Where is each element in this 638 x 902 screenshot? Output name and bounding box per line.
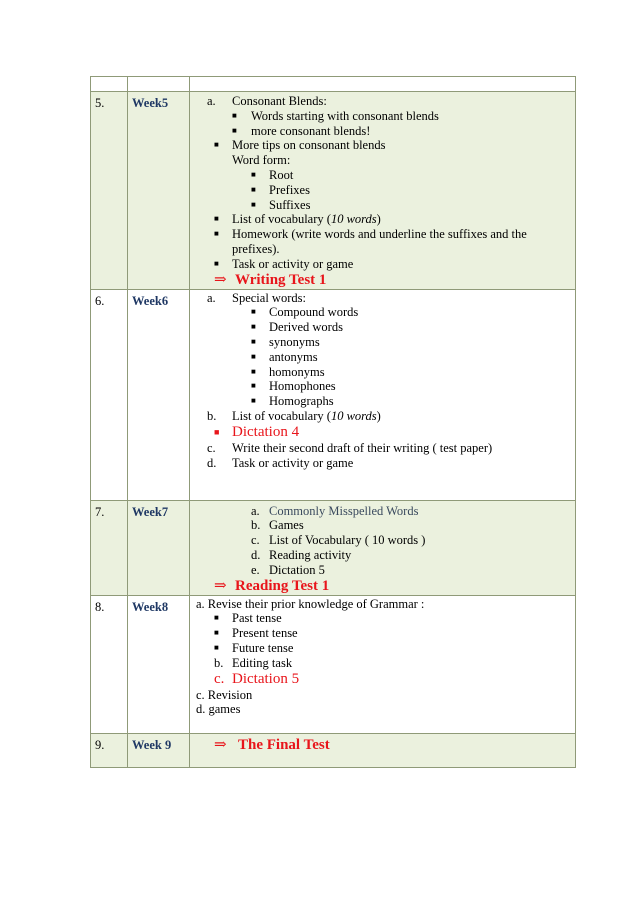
list-item: Reading activity	[269, 547, 352, 562]
square-bullet-icon: ■	[214, 229, 219, 239]
list-item: Root	[269, 167, 294, 182]
list-marker: c.	[214, 670, 225, 687]
list-item: antonyms	[269, 349, 318, 364]
square-bullet-icon: ■	[251, 322, 256, 332]
list-item: Present tense	[232, 626, 298, 641]
list-item: synonyms	[269, 334, 320, 349]
square-bullet-icon: ■	[214, 642, 219, 652]
week-label: Week8	[128, 595, 190, 733]
square-bullet-icon: ■	[214, 613, 219, 623]
list-marker: d.	[207, 455, 217, 470]
square-bullet-icon: ■	[251, 366, 256, 376]
list-marker: b.	[207, 408, 217, 423]
square-bullet-icon: ■	[251, 199, 256, 209]
square-bullet-icon: ■	[214, 140, 219, 150]
square-bullet-icon: ■	[251, 336, 256, 346]
table-row	[91, 92, 576, 290]
square-bullet-icon: ■	[214, 214, 219, 224]
list-item: Games	[269, 518, 304, 533]
list-item: Special words:	[232, 290, 306, 305]
list-item: homonyms	[269, 364, 325, 379]
list-item: List of vocabulary (10 words)	[232, 212, 381, 227]
list-item: Prefixes	[269, 182, 310, 197]
list-item: Editing task	[232, 655, 293, 670]
list-item: a. Revise their prior knowledge of Grammar :	[196, 596, 425, 611]
list-marker: c.	[207, 440, 216, 455]
table-row	[91, 595, 576, 733]
week-label: Week7	[128, 500, 190, 595]
test-title: The Final Test	[238, 736, 330, 753]
empty-cell	[91, 77, 128, 92]
double-arrow-icon: ⇒	[214, 271, 227, 288]
list-item: Suffixes	[269, 197, 311, 212]
square-bullet-icon: ■	[251, 307, 256, 317]
double-arrow-icon: ⇒	[214, 736, 227, 753]
list-item: Past tense	[232, 611, 282, 626]
row-number: 5.	[91, 92, 128, 290]
list-marker: a.	[251, 503, 260, 518]
list-item: List of vocabulary (10 words)	[232, 408, 381, 423]
square-bullet-icon: ■	[251, 184, 256, 194]
list-item: Task or activity or game	[232, 256, 354, 271]
week-label: Week5	[128, 92, 190, 290]
square-bullet-icon: ■	[232, 110, 237, 120]
empty-cell	[128, 77, 190, 92]
week-content	[190, 733, 576, 767]
week-content	[190, 289, 576, 500]
square-bullet-icon: ■	[251, 351, 256, 361]
table-row	[91, 733, 576, 767]
row-number: 8.	[91, 595, 128, 733]
square-bullet-icon: ■	[251, 381, 256, 391]
dictation-label: Dictation 5	[232, 670, 300, 687]
list-marker: c.	[251, 533, 260, 548]
week-content	[190, 92, 576, 290]
list-marker: e.	[251, 562, 260, 577]
week-content	[190, 500, 576, 595]
list-item: Word form:	[232, 153, 291, 168]
list-marker: b.	[251, 518, 261, 533]
list-item: Write their second draft of their writing ( test paper)	[232, 440, 493, 455]
row-number: 6.	[91, 289, 128, 500]
list-marker: d.	[251, 547, 261, 562]
double-arrow-icon: ⇒	[214, 577, 227, 594]
list-item: List of Vocabulary ( 10 words )	[269, 533, 426, 548]
list-item: c. Revision	[196, 687, 253, 702]
list-item: More tips on consonant blends	[232, 138, 386, 153]
list-item: Homework (write words and underline the suffixes and the	[232, 227, 527, 242]
square-bullet-icon: ■	[214, 628, 219, 638]
square-bullet-icon: ■	[251, 169, 256, 179]
list-item: Future tense	[232, 640, 294, 655]
list-item: d. games	[196, 702, 241, 717]
list-marker: b.	[214, 655, 224, 670]
week-content	[190, 595, 576, 733]
list-item: Words starting with consonant blends	[251, 108, 439, 123]
dictation-label: Dictation 4	[232, 423, 300, 440]
square-bullet-icon: ■	[232, 125, 237, 135]
table-row	[91, 500, 576, 595]
row-number: 7.	[91, 500, 128, 595]
list-item: Consonant Blends:	[232, 94, 327, 108]
table-header-row	[91, 77, 576, 92]
square-bullet-icon: ■	[214, 258, 219, 268]
week-label: Week6	[128, 289, 190, 500]
list-item: Homophones	[269, 379, 336, 394]
test-title: Reading Test 1	[235, 577, 330, 594]
list-item: Homographs	[269, 394, 334, 409]
row-number: 9.	[91, 733, 128, 767]
list-item: Derived words	[269, 320, 343, 335]
square-bullet-icon: ■	[251, 396, 256, 406]
test-title: Writing Test 1	[235, 271, 327, 288]
lesson-plan-table	[90, 76, 576, 768]
list-marker: a.	[207, 290, 216, 305]
list-item: Commonly Misspelled Words	[269, 503, 419, 518]
week-label: Week 9	[128, 733, 190, 767]
square-bullet-icon: ■	[214, 426, 220, 437]
list-marker: a.	[207, 94, 216, 108]
list-item: Dictation 5	[269, 562, 325, 577]
list-item: more consonant blends!	[251, 123, 371, 138]
list-item: Task or activity or game	[232, 455, 354, 470]
table-row	[91, 289, 576, 500]
list-item-continuation: prefixes).	[232, 241, 280, 256]
list-item: Compound words	[269, 305, 359, 320]
empty-cell	[190, 77, 576, 92]
